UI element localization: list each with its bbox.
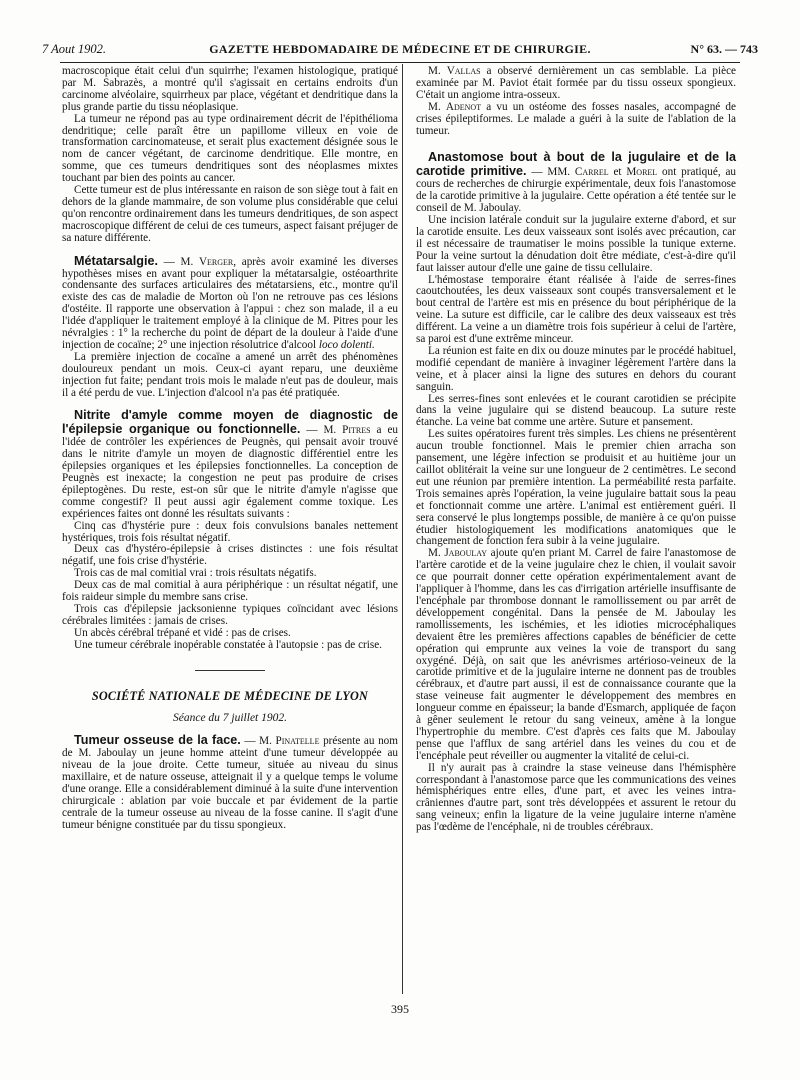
journal-title: GAZETTE HEBDOMADAIRE DE MÉDECINE ET DE CHIRURGIE. bbox=[209, 42, 591, 56]
list-item: Trois cas de mal comitial vrai : trois résultats négatifs. bbox=[74, 567, 317, 580]
list-item: Cinq cas d'hystérie pure : deux fois convulsions banales nettement hystériques, trois fois résultat négatif. bbox=[62, 519, 398, 544]
list-item: Deux cas d'hystéro-épilepsie à crises distinctes : une fois résultat négatif, une fois crise d'hystérie. bbox=[62, 543, 398, 568]
article-title: Anastomose bout à bout de la jugulaire et de la carotide primitive. bbox=[416, 150, 736, 179]
list-item: Deux cas de mal comitial à aura périphérique : un résultat négatif, une fois raideur simple du membre sans crise. bbox=[62, 579, 398, 604]
author-name: Morel bbox=[626, 166, 658, 179]
article-title: Nitrite d'amyle comme moyen de diagnostic de l'épilepsie organique ou fonctionnelle. bbox=[62, 408, 398, 437]
paragraph: Les serres-fines sont enlevées et le courant carotidien se précipite dans la veine jugulaire qui se distend beaucoup. La suture reste étanche. La veine bat comme une artère. Suture et pansement. bbox=[416, 392, 736, 429]
issue-date: 7 Aout 1902. bbox=[42, 42, 107, 56]
paragraph-vallas: M. Vallas a observé dernièrement un cas semblable. La pièce examinée par M. Paviot était formée par du tissu osseux spongieux. C'était un angiome intra-osseux. bbox=[416, 65, 736, 101]
left-column bbox=[62, 66, 398, 832]
paragraph: La tumeur ne répond pas au type ordinairement décrit de l'épithélioma dendritique; celle paraît être un papillome villeux en voie de transformation carcinomateuse, et serait plus exactement désignée sous le nom de cancer végétant, de carcinome dendritique. Elle montre, en somme, que ces tumeurs dendritiques sont des néoplasmes mixtes touchant par bien des points au cancer. bbox=[62, 112, 398, 185]
paragraph: Il n'y aurait pas à craindre la stase veineuse dans l'hémisphère correspondant à l'anastomose parce que les communications des veines hémisphériques entre elles, d'une part, et avec les veines intra-crâniennes d'autre part, sont très développées et assurent le retour du sang veineux; enfin la ligature de la veine jugulaire interne n'amène pas l'œdème de l'encéphale, ni de troubles cérébraux. bbox=[416, 761, 736, 834]
article-tumeur: Tumeur osseuse de la face. — M. Pinatelle présente au nom de M. Jaboulay un jeune homme atteint d'une tumeur développée au niveau de la joue droite. Cette tumeur, située au niveau du sinus maxillaire, et de nature osseuse, atteignait il y a quelque temps le volume d'une orange. Elle a considérablement diminué à la suite d'une intervention chirurgicale : ablation par voie buccale et par évidement de la partie centrale de la tumeur osseuse au niveau de la fosse canine. Il s'agit d'une tumeur bénigne constituée par du tissu spongieux. bbox=[62, 733, 398, 831]
author-name: Jaboulay bbox=[444, 547, 488, 560]
author-name: Pitres bbox=[342, 424, 371, 437]
issue-page-number: N° 63. — 743 bbox=[690, 42, 758, 56]
column-divider bbox=[402, 64, 403, 994]
author-name: Adenot bbox=[445, 100, 482, 113]
list-item: Une tumeur cérébrale inopérable constatée à l'autopsie : pas de crise. bbox=[74, 638, 382, 651]
article-title: Tumeur osseuse de la face. bbox=[74, 733, 241, 748]
society-heading: SOCIÉTÉ NATIONALE DE MÉDECINE DE LYON bbox=[91, 688, 369, 703]
paragraph: Les suites opératoires furent très simples. Les chiens ne présentèrent aucun trouble fonctionnel. Mais le premier chien arracha son pansement, une légère infection se produisit et au huitième jour un caillot oblitérait la veine sur une longueur de 2 centimètres. Le second eut une réunion par première intention. La perméabilité resta parfaite. Trois semaines après l'opération, la veine jugulaire battait sous la peau et fonctionnait comme une artère. L'animal est entièrement guéri. Il sera conservé le plus longtemps possible, de manière à ce qu'on puisse étudier histologiquement les modifications anatomiques que le changement de fonction fera subir à la veine jugulaire. bbox=[416, 428, 736, 548]
paragraph-jaboulay: M. Jaboulay ajoute qu'en priant M. Carrel de faire l'anastomose de l'artère carotide et de la veine jugulaire chez le chien, il voulait savoir ce que pourrait donner cette opération expérimentalement avant de l'appliquer à l'homme, dans les cas d'irrigation artérielle insuffisante de l'encéphale par thrombose donnant le ramollissement ou par arrêt de développement congénital. Dans la pensée de M. Jaboulay les ramollissements, les ischémies, et les idioties microcéphaliques devaient être les premières affections capables de bénéficier de cette opération qui emprunte aux veines la voie de transport du sang oxygéné. Déjà, on sait que les anévrismes artérioso-veineux de la carotide primitive et de la jugulaire interne ne donnent pas de troubles cérébraux, et d'autre part aussi, il est de connaissance courante que la stase veineuse fait augmenter le développement des membres en longueur comme en épaisseur; la bande d'Esmarch, appliquée de façon à gêner seulement le retour du sang veineux, amène à la longue l'hypertrophie du membre. C'est d'après ces faits que M. Jaboulay pense que l'afflux de sang artériel dans les veines du cou et de l'encéphale peut réveiller ou augmenter la vitalité de celui-ci. bbox=[416, 547, 736, 762]
author-name: Vallas bbox=[446, 65, 481, 77]
folio-number: 395 bbox=[391, 1002, 409, 1016]
author-name: Carrel bbox=[574, 166, 609, 179]
paragraph-adenot: M. Adenot a vu un ostéome des fosses nasales, accompagné de crises épileptiformes. Le malade a guéri à la suite de l'ablation de la tumeur. bbox=[416, 100, 736, 137]
paragraph: La première injection de cocaïne a amené un arrêt des phénomènes douloureux pendant un mois. Ceux-ci ayant reparu, une deuxième injection fut faite; pendant trois mois le malade n'eut pas de douleur, mais il a été perdu de vue. L'injection d'alcool n'a pas été pratiquée. bbox=[62, 350, 398, 399]
paragraph: L'hémostase temporaire étant réalisée à l'aide de serres-fines caoutchoutées, les deux vaisseaux sont coupés transversalement et le bout central de l'artère est mis en présence du bout périphérique de la veine. La suture est difficile, car le calibre des deux vaisseaux est très différent. La veine a un diamètre trois fois supérieur à celui de l'artère, sa paroi est d'une extrême minceur. bbox=[416, 273, 736, 346]
list-item: Trois cas d'épilepsie jacksonienne typiques coïncidant avec lésions cérébrales limitées : jamais de crises. bbox=[62, 602, 398, 627]
article-title: Métatarsalgie. bbox=[74, 253, 158, 268]
paragraph: Cette tumeur est de plus intéressante en raison de son siège tout à fait en dehors de la glande mammaire, de son volume plus considérable que celui qu'on rencontre ordinairement dans les tumeurs dendritiques, de son aspect macroscopique différent de celui de ces tumeurs, aspect faisant préjuger de sa nature différente. bbox=[62, 184, 398, 244]
article-anastomose: Anastomose bout à bout de la jugulaire et de la carotide primitive. — MM. Carrel et Morel ont pratiqué, au cours de recherches de chirurgie expérimentale, deux fois l'anastomose de la carotide primitive à la jugulaire. Cette opération a été tentée sur le conseil de M. Jaboulay. bbox=[416, 150, 737, 215]
paragraph: macroscopique était celui d'un squirrhe; l'examen histologique, pratiqué par M. Sabrazès, a montré qu'il s'agissait en certains endroits d'un carcinome alvéolaire, squirrheux par place, végétant et dendritique dans la plus grande partie du tissu néoplasique. bbox=[62, 65, 398, 113]
author-name: Verger bbox=[198, 255, 234, 268]
paragraph: La réunion est faite en dix ou douze minutes par le procédé habituel, modifié cependant de manière à invaginer légèrement l'artère dans la veine, et à placer ainsi la ligne des sutures en dehors du courant sanguin. bbox=[416, 344, 736, 393]
running-header bbox=[42, 38, 758, 60]
seance-date: Séance du 7 juillet 1902. bbox=[172, 711, 288, 724]
header-rule bbox=[60, 62, 740, 63]
author-name: Pinatelle bbox=[275, 735, 320, 748]
list-item: Un abcès cérébral trépané et vidé : pas de crises. bbox=[74, 626, 291, 639]
paragraph: Une incision latérale conduit sur la jugulaire externe d'abord, et sur la carotide ensuite. Les deux vaisseaux sont isolés avec précaution, car il est nécessaire de traumatiser le moins possible la tunique externe. Pour la veine surtout la dénudation doit être médiate, c'est-à-dire qu'il faut laisser autour d'elle une gaine de tissu cellulaire. bbox=[416, 213, 736, 274]
article-metatarsalgie: Métatarsalgie. — M. Verger, après avoir examiné les diverses hypothèses mises en avant pour expliquer la métatarsalgie, ostéoarthrite condensante des surfaces articulaires des métatarsiens, etc., montre qu'il existe des cas de maladie de Morton où l'on ne retrouve pas ces lésions d'ostéite. Il rapporte une observation à l'appui : chez son malade, il a eu l'idée d'appliquer le traitement employé à la clinique de M. Pitres pour les névralgies : 1° la recherche du point de départ de la douleur à l'aide d'une injection de cocaïne; 2° une injection résolutrice d'alcool loco dolenti. bbox=[62, 253, 398, 351]
section-separator bbox=[195, 670, 265, 671]
article-nitrite: Nitrite d'amyle comme moyen de diagnostic de l'épilepsie organique ou fonctionnelle. — M. Pitres a eu l'idée de contrôler les expériences de Peugnès, qui pensait avoir trouvé dans le nitrite d'amyle un moyen de diagnostic différentiel entre les épilepsies organiques et les épilepsies fonctionnelles. La conception de Peugnès est inexacte; la congestion ne peut pas produire de crises épileptogènes. Du reste, est-on sûr que le nitrite d'amyle n'agisse que comme congestif? Il peut aussi agir également comme toxique. Les expériences faites ont donné les résultats suivants : bbox=[62, 408, 398, 520]
right-column bbox=[416, 66, 736, 834]
